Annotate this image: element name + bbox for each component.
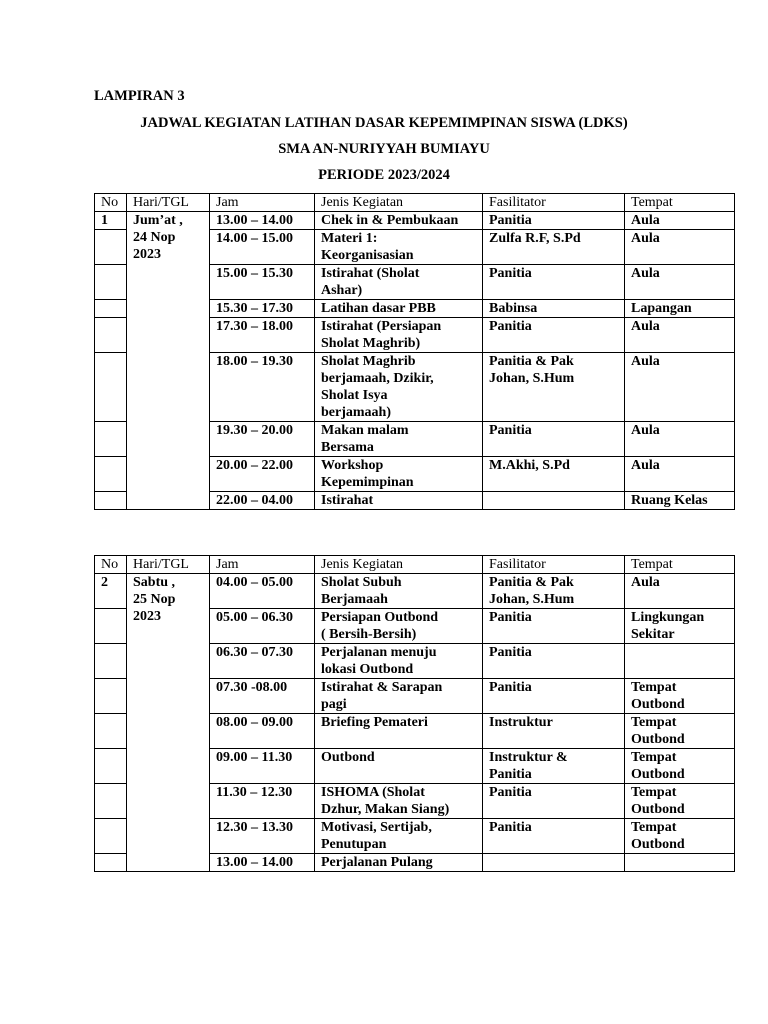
column-header: Jenis Kegiatan [315, 556, 483, 574]
time-cell: 06.30 – 07.30 [210, 644, 315, 679]
facilitator-cell: Panitia [483, 212, 625, 230]
location-cell: Aula [625, 230, 735, 265]
row-number-cell [95, 784, 127, 819]
facilitator-cell: Panitia [483, 784, 625, 819]
facilitator-cell: M.Akhi, S.Pd [483, 457, 625, 492]
row-number-cell [95, 492, 127, 510]
time-cell: 09.00 – 11.30 [210, 749, 315, 784]
day-date-cell: Sabtu , 25 Nop 2023 [127, 574, 210, 872]
table-row [95, 574, 735, 609]
row-number-cell [95, 819, 127, 854]
activity-cell: Istirahat (Persiapan Sholat Maghrib) [315, 318, 483, 353]
row-number-cell [95, 230, 127, 265]
location-cell [625, 854, 735, 872]
time-cell: 19.30 – 20.00 [210, 422, 315, 457]
location-cell: Aula [625, 212, 735, 230]
activity-cell: Chek in & Pembukaan [315, 212, 483, 230]
row-number-cell [95, 457, 127, 492]
row-number-cell: 1 [95, 212, 127, 230]
table-row [95, 212, 735, 230]
day-date-cell: Jum’at , 24 Nop 2023 [127, 212, 210, 510]
facilitator-cell: Panitia [483, 679, 625, 714]
column-header: Tempat [625, 194, 735, 212]
activity-cell: Latihan dasar PBB [315, 300, 483, 318]
activity-cell: Motivasi, Sertijab, Penutupan [315, 819, 483, 854]
row-number-cell [95, 714, 127, 749]
time-cell: 12.30 – 13.30 [210, 819, 315, 854]
time-cell: 18.00 – 19.30 [210, 353, 315, 422]
activity-cell: Perjalanan Pulang [315, 854, 483, 872]
time-cell: 13.00 – 14.00 [210, 854, 315, 872]
time-cell: 15.00 – 15.30 [210, 265, 315, 300]
facilitator-cell [483, 854, 625, 872]
facilitator-cell: Panitia [483, 265, 625, 300]
row-number-cell [95, 422, 127, 457]
activity-cell: Makan malam Bersama [315, 422, 483, 457]
time-cell: 14.00 – 15.00 [210, 230, 315, 265]
location-cell: Aula [625, 422, 735, 457]
row-number-cell [95, 644, 127, 679]
column-header: No [95, 194, 127, 212]
schedule-table-day2 [94, 555, 735, 872]
time-cell: 08.00 – 09.00 [210, 714, 315, 749]
row-number-cell: 2 [95, 574, 127, 609]
row-number-cell [95, 609, 127, 644]
facilitator-cell: Instruktur & Panitia [483, 749, 625, 784]
column-header: Fasilitator [483, 556, 625, 574]
column-header: Jenis Kegiatan [315, 194, 483, 212]
document-title: JADWAL KEGIATAN LATIHAN DASAR KEPEMIMPINAN SISWA (LDKS) [140, 115, 628, 131]
activity-cell: Istirahat [315, 492, 483, 510]
time-cell: 11.30 – 12.30 [210, 784, 315, 819]
location-cell: Tempat Outbond [625, 679, 735, 714]
column-header: Hari/TGL [127, 194, 210, 212]
location-cell [625, 644, 735, 679]
activity-cell: Workshop Kepemimpinan [315, 457, 483, 492]
location-cell: Tempat Outbond [625, 749, 735, 784]
row-number-cell [95, 353, 127, 422]
activity-cell: Sholat Subuh Berjamaah [315, 574, 483, 609]
activity-cell: Istirahat & Sarapan pagi [315, 679, 483, 714]
facilitator-cell: Panitia [483, 644, 625, 679]
facilitator-cell: Panitia [483, 422, 625, 457]
location-cell: Lapangan [625, 300, 735, 318]
activity-cell: Istirahat (Sholat Ashar) [315, 265, 483, 300]
time-cell: 15.30 – 17.30 [210, 300, 315, 318]
column-header: Hari/TGL [127, 556, 210, 574]
lampiran-label: LAMPIRAN 3 [94, 88, 185, 104]
time-cell: 20.00 – 22.00 [210, 457, 315, 492]
row-number-cell [95, 265, 127, 300]
facilitator-cell: Zulfa R.F, S.Pd [483, 230, 625, 265]
activity-cell: Persiapan Outbond ( Bersih-Bersih) [315, 609, 483, 644]
facilitator-cell: Instruktur [483, 714, 625, 749]
table-header-row [95, 194, 735, 212]
column-header: Jam [210, 194, 315, 212]
time-cell: 17.30 – 18.00 [210, 318, 315, 353]
time-cell: 05.00 – 06.30 [210, 609, 315, 644]
schedule-table-day1 [94, 193, 735, 510]
activity-cell: Perjalanan menuju lokasi Outbond [315, 644, 483, 679]
table-header-row [95, 556, 735, 574]
time-cell: 13.00 – 14.00 [210, 212, 315, 230]
activity-cell: Sholat Maghrib berjamaah, Dzikir, Sholat Isya berjamaah) [315, 353, 483, 422]
column-header: Fasilitator [483, 194, 625, 212]
location-cell: Tempat Outbond [625, 714, 735, 749]
time-cell: 04.00 – 05.00 [210, 574, 315, 609]
location-cell: Aula [625, 353, 735, 422]
activity-cell: Outbond [315, 749, 483, 784]
period-label: PERIODE 2023/2024 [318, 167, 450, 183]
location-cell: Aula [625, 457, 735, 492]
facilitator-cell: Panitia & Pak Johan, S.Hum [483, 574, 625, 609]
facilitator-cell: Babinsa [483, 300, 625, 318]
facilitator-cell [483, 492, 625, 510]
facilitator-cell: Panitia [483, 609, 625, 644]
row-number-cell [95, 854, 127, 872]
location-cell: Aula [625, 265, 735, 300]
activity-cell: Briefing Pemateri [315, 714, 483, 749]
column-header: Jam [210, 556, 315, 574]
facilitator-cell: Panitia [483, 819, 625, 854]
row-number-cell [95, 318, 127, 353]
column-header: Tempat [625, 556, 735, 574]
location-cell: Tempat Outbond [625, 784, 735, 819]
location-cell: Aula [625, 318, 735, 353]
location-cell: Lingkungan Sekitar [625, 609, 735, 644]
column-header: No [95, 556, 127, 574]
row-number-cell [95, 749, 127, 784]
row-number-cell [95, 300, 127, 318]
time-cell: 07.30 -08.00 [210, 679, 315, 714]
facilitator-cell: Panitia [483, 318, 625, 353]
activity-cell: ISHOMA (Sholat Dzhur, Makan Siang) [315, 784, 483, 819]
activity-cell: Materi 1: Keorganisasian [315, 230, 483, 265]
school-name: SMA AN-NURIYYAH BUMIAYU [278, 141, 490, 157]
location-cell: Tempat Outbond [625, 819, 735, 854]
facilitator-cell: Panitia & Pak Johan, S.Hum [483, 353, 625, 422]
row-number-cell [95, 679, 127, 714]
time-cell: 22.00 – 04.00 [210, 492, 315, 510]
location-cell: Aula [625, 574, 735, 609]
location-cell: Ruang Kelas [625, 492, 735, 510]
